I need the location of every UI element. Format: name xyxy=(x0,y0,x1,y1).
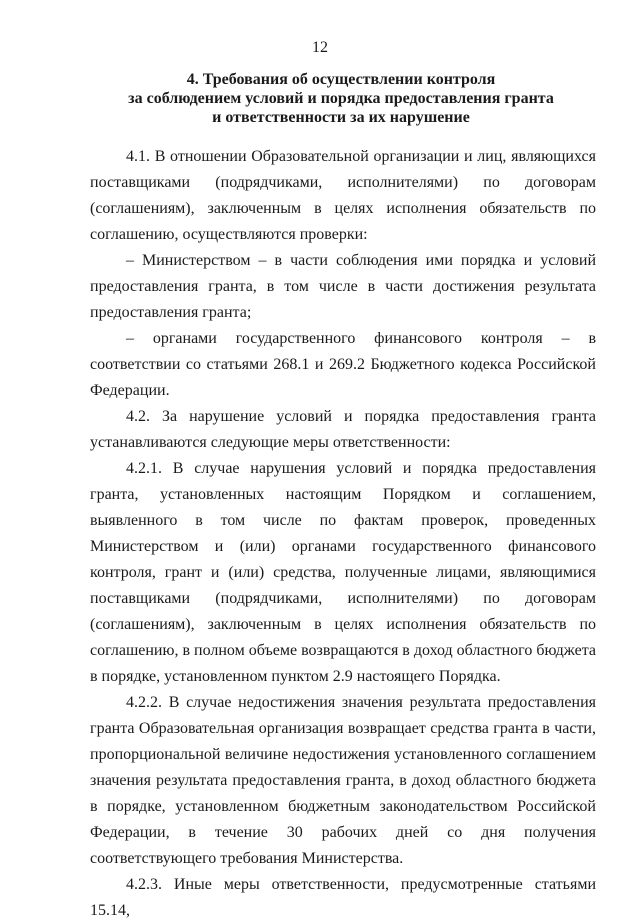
section-heading xyxy=(86,70,596,127)
paragraph-4-2-1: 4.2.1. В случае нарушения условий и порядка предоставления гранта, установленных настоящим Порядком и соглашением, выявленного в том числе по фактам проверок, проведенных Министерством и (или) органами государственного финансового контроля, грант и (или) средства, полученные лицами, являющимися поставщиками (подрядчиками, исполнителями) по договорам (соглашениям), заключенным в целях исполнения обязательств по соглашению, в полном объеме возвращаются в доход областного бюджета в порядке, установленном пунктом 2.9 настоящего Порядка. xyxy=(90,460,596,685)
page-number: 12 xyxy=(312,39,328,56)
heading-line-2: за соблюдением условий и порядка предоставления гранта xyxy=(128,90,554,107)
heading-line-3: и ответственности за их нарушение xyxy=(212,109,470,126)
paragraph-4-1: 4.1. В отношении Образовательной организации и лиц, являющихся поставщиками (подрядчиками, исполнителями) по договорам (соглашениям), заключенным в целях исполнения обязательств по соглашению, осуществляются проверки: xyxy=(90,148,596,243)
paragraph-ministry-check: – Министерством – в части соблюдения ими порядка и условий предоставления гранта, в том числе в части достижения результата предоставления гранта; xyxy=(90,252,596,321)
paragraph-financial-control: – органами государственного финансового контроля – в соответствии со статьями 268.1 и 269.2 Бюджетного кодекса Российской Федерации. xyxy=(90,330,596,399)
heading-line-1: 4. Требования об осуществлении контроля xyxy=(186,71,496,88)
paragraph-4-2-3: 4.2.3. Иные меры ответственности, предусмотренные статьями 15.14, xyxy=(90,876,596,919)
paragraph-4-2: 4.2. За нарушение условий и порядка предоставления гранта устанавливаются следующие меры ответственности: xyxy=(90,408,596,451)
paragraph-4-2-2: 4.2.2. В случае недостижения значения результата предоставления гранта Образовательная организация возвращает средства гранта в части, пропорциональной величине недостижения установленного соглашением значения результата предоставления гранта, в доход областного бюджета в порядке, установленном бюджетным законодательством Российской Федерации, в течение 30 рабочих дней со дня получения соответствующего требования Министерства. xyxy=(90,694,596,867)
document-body xyxy=(90,144,596,924)
